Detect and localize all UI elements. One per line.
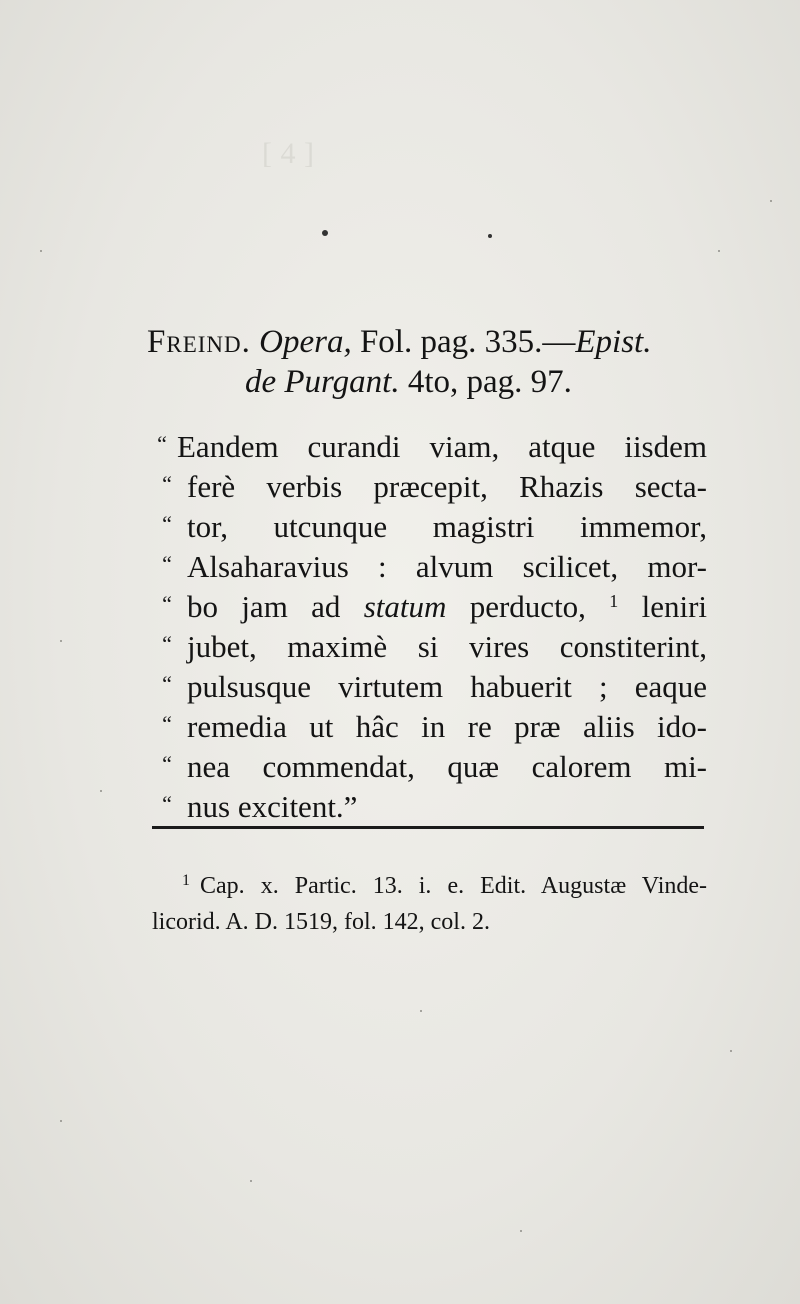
footnote-line-1	[152, 868, 707, 904]
quote-text: nus excitent.”	[187, 789, 358, 824]
quote-text: Alsaharavius : alvum scilicet, mor-	[187, 549, 707, 584]
reference-line-1	[147, 322, 717, 362]
quote-mark: “	[162, 791, 172, 816]
footnote-marker: 1	[182, 872, 190, 889]
quote-text: jubet, maximè si vires constiterint,	[187, 629, 707, 664]
quote-text: Eandem curandi viam, atque iisdem	[177, 429, 707, 464]
quote-line	[147, 468, 707, 508]
quote-line	[147, 708, 707, 748]
quote-text-post2: leniri	[618, 589, 708, 624]
footnote	[152, 868, 707, 940]
quote-mark: “	[162, 631, 172, 656]
purgant-title: de Purgant.	[245, 364, 400, 400]
quote-text: tor, utcunque magistri immemor,	[187, 509, 707, 544]
footnote-reference[interactable]: 1	[609, 591, 619, 611]
quote-line	[147, 508, 707, 548]
quote-mark: “	[162, 551, 172, 576]
quote-mark: “	[157, 431, 167, 456]
folio-pages: Fol. pag. 335.—	[359, 324, 576, 360]
latin-quotation	[147, 428, 707, 828]
quote-line	[147, 628, 707, 668]
quote-mark: “	[162, 591, 172, 616]
quote-text: ferè verbis præcepit, Rhazis secta-	[187, 469, 707, 504]
quote-mark: “	[162, 711, 172, 736]
quote-text: nea commendat, quæ calorem mi-	[187, 749, 707, 784]
reference-citation	[147, 322, 717, 402]
quote-line	[147, 668, 707, 708]
author-name: Freind.	[147, 324, 251, 360]
quote-line	[147, 588, 707, 628]
reference-line-2	[147, 362, 717, 402]
quote-text-post: perducto,	[446, 589, 610, 624]
quote-italic-word: statum	[363, 589, 447, 624]
epistle-title: Epist.	[575, 324, 652, 360]
quote-line	[147, 428, 707, 468]
quote-mark: “	[162, 511, 172, 536]
quarto-pages: 4to, pag. 97.	[407, 364, 572, 400]
quote-text: remedia ut hâc in re præ aliis ido-	[187, 709, 707, 744]
quote-text	[187, 588, 707, 625]
quote-mark: “	[162, 751, 172, 776]
quote-text-pre: bo jam ad	[187, 589, 364, 624]
quote-text: pulsusque virtutem habuerit ; eaque	[187, 669, 707, 704]
quote-line	[147, 788, 707, 828]
footnote-divider	[152, 826, 704, 829]
quote-mark: “	[162, 471, 172, 496]
show-through-text: [ 4 ]	[262, 137, 315, 170]
quote-line	[147, 748, 707, 788]
footnote-text-1: Cap. x. Partic. 13. i. e. Edit. Augustæ Vinde-	[200, 873, 707, 899]
footnote-line-2: licorid. A. D. 1519, fol. 142, col. 2.	[152, 909, 490, 935]
quote-mark: “	[162, 671, 172, 696]
quote-line	[147, 548, 707, 588]
work-title: Opera,	[259, 324, 352, 360]
